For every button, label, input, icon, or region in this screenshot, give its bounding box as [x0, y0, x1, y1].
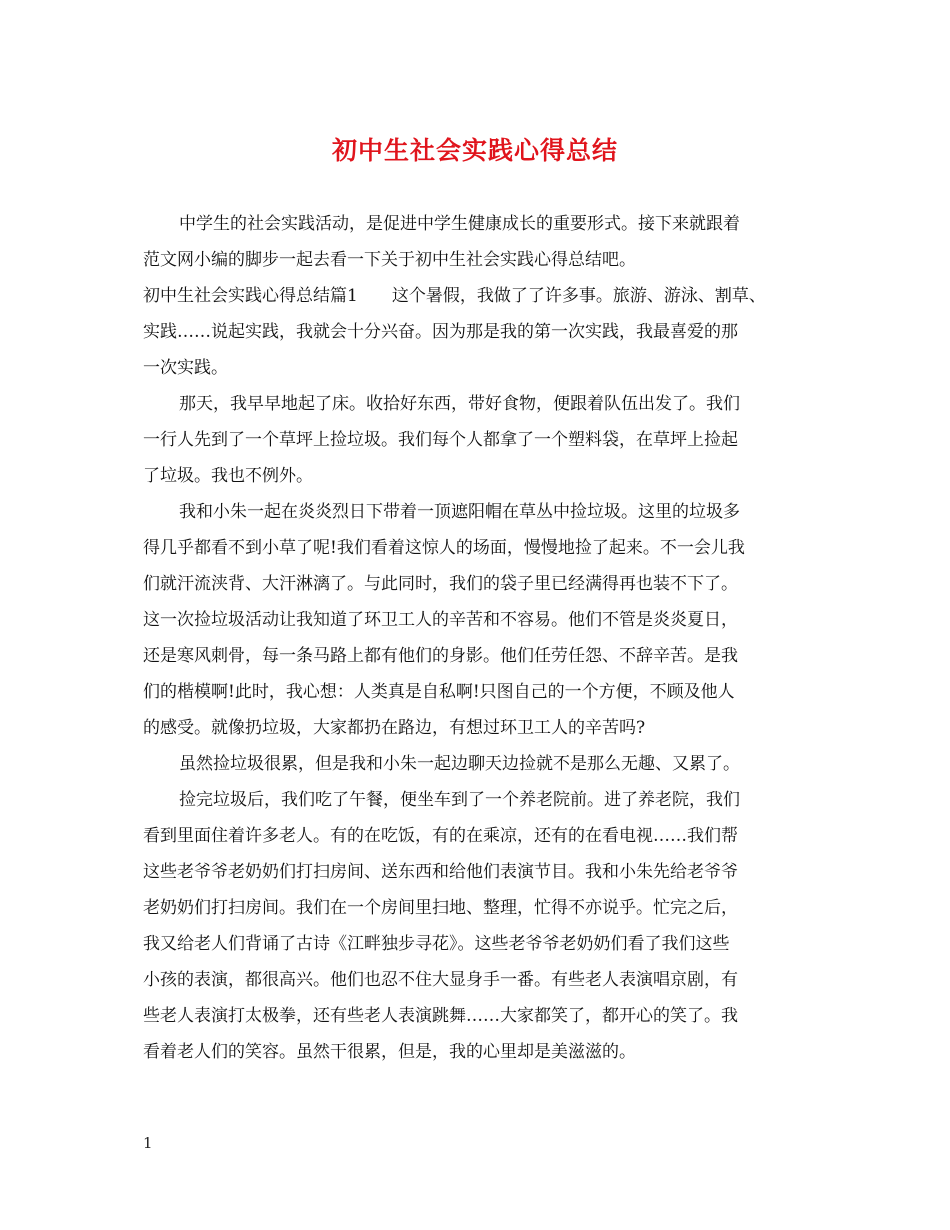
text-line: 实践……说起实践，我就会十分兴奋。因为那是我的第一次实践，我最喜爱的那 — [143, 322, 738, 342]
text-line: 我又给老人们背诵了古诗《江畔独步寻花》。这些老爷爷老奶奶们看了我们这些 — [143, 934, 730, 954]
text-line: 们就汗流浃背、大汗淋漓了。与此同时，我们的袋子里已经满得再也装不下了。 — [143, 574, 738, 594]
text-line: 那天，我早早地起了床。收拾好东西，带好食物，便跟着队伍出发了。我们 — [179, 394, 740, 414]
text-line: 捡完垃圾后，我们吃了午餐，便坐车到了一个养老院前。进了养老院，我们 — [179, 790, 740, 810]
text-line: 了垃圾。我也不例外。 — [143, 466, 313, 486]
text-line: 得几乎都看不到小草了呢!我们看着这惊人的场面，慢慢地捡了起来。不一会儿我 — [143, 538, 745, 558]
text-line: 虽然捡垃圾很累，但是我和小朱一起边聊天边捡就不是那么无趣、又累了。 — [179, 754, 740, 774]
text-line: 一次实践。 — [143, 358, 228, 378]
document-body — [143, 206, 823, 1070]
text-line: 的感受。就像扔垃圾，大家都扔在路边，有想过环卫工人的辛苦吗? — [143, 718, 646, 738]
text-line: 这一次捡垃圾活动让我知道了环卫工人的辛苦和不容易。他们不管是炎炎夏日， — [143, 610, 738, 630]
text-line: 小孩的表演，都很高兴。他们也忍不住大显身手一番。有些老人表演唱京剧，有 — [143, 970, 738, 990]
text-line: 看着老人们的笑容。虽然干很累，但是，我的心里却是美滋滋的。 — [143, 1042, 636, 1062]
text-line: 我和小朱一起在炎炎烈日下带着一顶遮阳帽在草丛中捡垃圾。这里的垃圾多 — [179, 502, 740, 522]
text-line: 这些老爷爷老奶奶们打扫房间、送东西和给他们表演节目。我和小朱先给老爷爷 — [143, 862, 738, 882]
document-title: 初中生社会实践心得总结 — [331, 136, 618, 165]
text-line: 还是寒风刺骨，每一条马路上都有他们的身影。他们任劳任怨、不辞辛苦。是我 — [143, 646, 738, 666]
text-line: 一行人先到了一个草坪上捡垃圾。我们每个人都拿了一个塑料袋，在草坪上捡起 — [143, 430, 738, 450]
text-line: 老奶奶们打扫房间。我们在一个房间里扫地、整理，忙得不亦说乎。忙完之后， — [143, 898, 738, 918]
text-line: 范文网小编的脚步一起去看一下关于初中生社会实践心得总结吧。 — [143, 250, 636, 270]
text-line: 看到里面住着许多老人。有的在吃饭，有的在乘凉，还有的在看电视……我们帮 — [143, 826, 738, 846]
text-line: 些老人表演打太极拳，还有些老人表演跳舞……大家都笑了，都开心的笑了。我 — [143, 1006, 738, 1026]
text-line: 初中生社会实践心得总结篇1 这个暑假，我做了了许多事。旅游、游泳、割草、 — [143, 286, 766, 306]
text-line: 们的楷模啊!此时，我心想：人类真是自私啊!只图自己的一个方便，不顾及他人 — [143, 682, 735, 702]
page-number: 1 — [143, 1134, 153, 1152]
text-line: 中学生的社会实践活动，是促进中学生健康成长的重要形式。接下来就跟着 — [179, 214, 740, 234]
